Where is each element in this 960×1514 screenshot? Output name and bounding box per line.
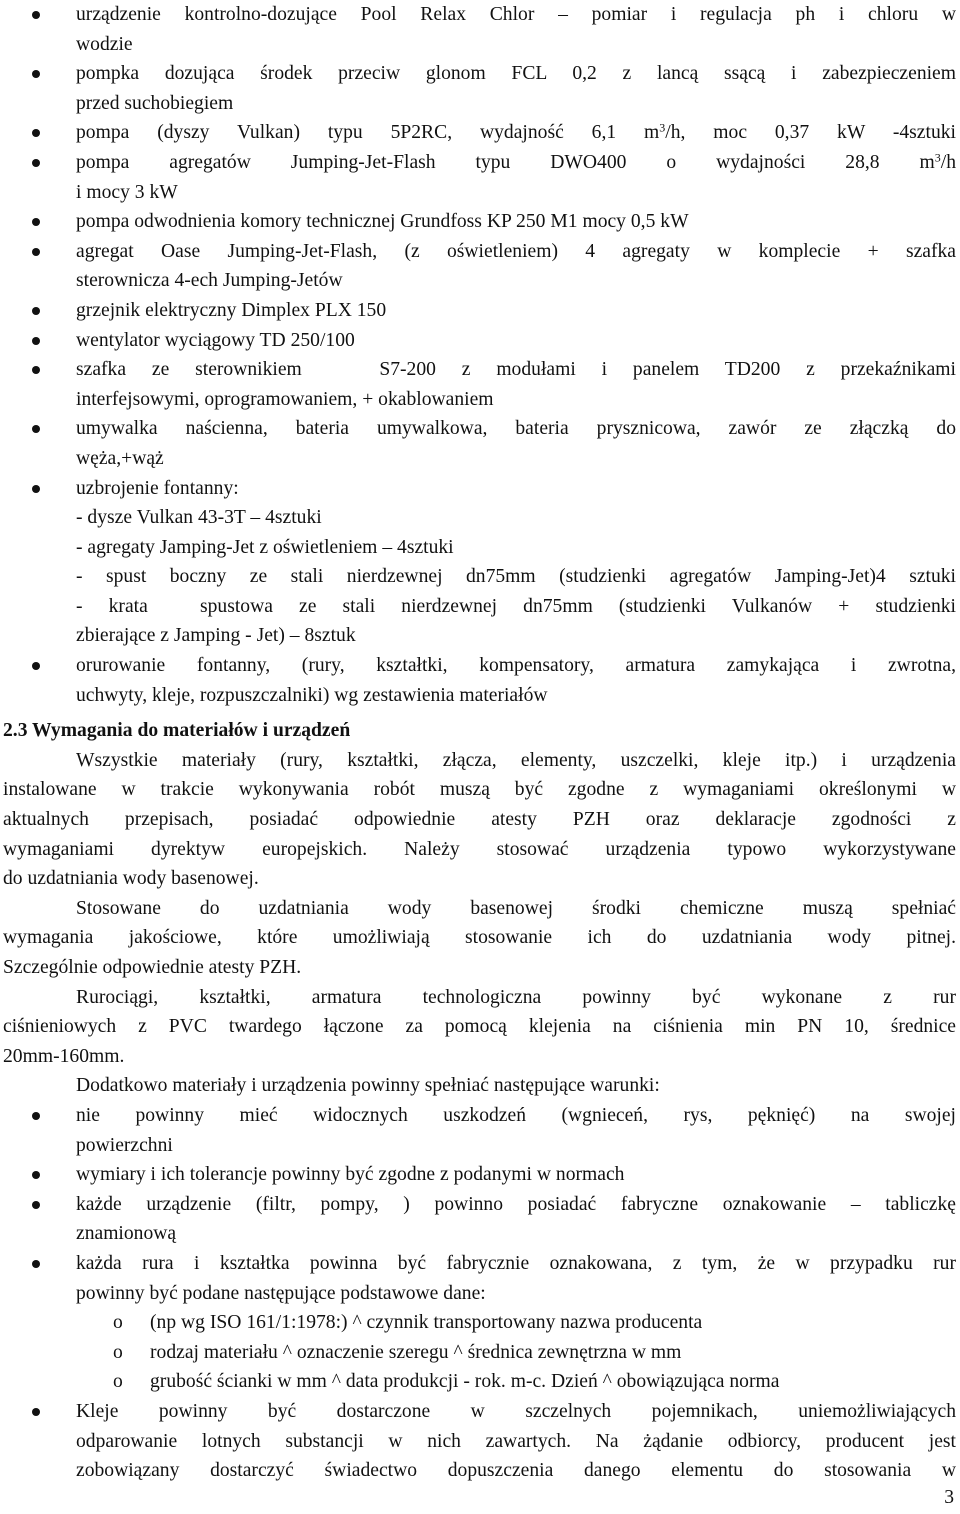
text-line: Wszystkie materiały (rury, kształtki, złącza, elementy, uszczelki, kleje itp.) i urządzenia [76,749,956,771]
text-line: odparowanie lotnych substancji w nich zawartych. Na żądanie odbiorcy, producent jest [76,1430,956,1452]
text-line: (np wg ISO 161/1:1978:) ^ czynnik transportowany nazwa producenta [150,1312,703,1334]
text-line: szafka ze sterownikiem S7-200 z modułami i panelem TD200 z przekaźnikami [76,359,956,381]
text-line: Kleje powinny być dostarczone w szczelnych pojemnikach, uniemożliwiających [76,1400,956,1422]
list-item [3,414,956,473]
bullet-icon [32,307,40,315]
bullet-icon [32,159,40,167]
superscript: 3 [659,120,666,135]
text-line: wentylator wyciągowy TD 250/100 [76,329,355,351]
paragraph [3,746,956,894]
list-item [3,474,956,652]
list-item [3,1160,956,1190]
list-item [3,1397,956,1486]
text-line: sterownicza 4-ech Jumping-Jetów [76,270,343,292]
text-line: ciśnieniowych z PVC twardego łączone za pomocą klejenia na ciśnienia min PN 10, średnice [3,1016,956,1038]
text-run: /h [940,151,956,173]
list-item [3,326,956,356]
bullet-icon [32,218,40,226]
bullet-icon [32,485,40,493]
bullet-icon [32,662,40,670]
text-line: i mocy 3 kW [76,181,178,203]
text-line: uzbrojenie fontanny: [76,477,239,499]
list-item [3,1101,956,1160]
paragraph [3,894,956,983]
text-run: pompa agregatów Jumping-Jet-Flash typu DWO400 o wydajności 28,8 m [76,151,935,173]
text-line: agregat Oase Jumping-Jet-Flash, (z oświetleniem) 4 agregaty w komplecie + szafka [76,240,956,262]
text-line: Stosowane do uzdatniania wody basenowej środki chemiczne muszą spełniać [76,897,956,919]
marking-data-list [3,1308,956,1397]
page-number: 3 [944,1487,954,1508]
bullet-icon [32,70,40,78]
text-line: Rurociągi, kształtki, armatura technologiczna powinny być wykonane z rur [76,986,956,1008]
bullet-icon [32,337,40,345]
list-item [3,1367,956,1397]
text-line: powierzchni [76,1134,173,1156]
text-line: - agregaty Jamping-Jet z oświetleniem – 4sztuki [76,536,454,558]
circle-bullet-icon: o [113,1312,123,1334]
bullet-icon [32,1112,40,1120]
bullet-icon [32,1171,40,1179]
text-line: węża,+wąż [76,447,164,469]
bullet-icon [32,1408,40,1416]
text-line [76,148,956,178]
text-line: znamionową [76,1223,177,1245]
text-line: Dodatkowo materiały i urządzenia powinny spełniać następujące warunki: [76,1075,660,1097]
equipment-list [3,0,956,710]
text-line: przed suchobiegiem [76,92,234,114]
text-line: interfejsowymi, oprogramowaniem, + okablowaniem [76,388,494,410]
text-line [76,118,956,148]
list-item [3,237,956,296]
list-item [3,296,956,326]
text-line: zobowiązany dostarczyć świadectwo dopuszczenia danego elementu do stosowania w [76,1460,956,1482]
list-item [3,118,956,148]
text-line: wymagania jakościowe, które umożliwiają stosowanie ich do uzdatniania wody pitnej. [3,927,956,949]
bullet-icon [32,129,40,137]
text-line: grzejnik elektryczny Dimplex PLX 150 [76,299,387,321]
list-item [3,1190,956,1249]
bullet-icon [32,1260,40,1268]
bullet-icon [32,425,40,433]
list-item [3,148,956,207]
text-line: do uzdatniania wody basenowej. [3,868,259,890]
text-line: aktualnych przepisach, posiadać odpowiednie atesty PZH oraz deklaracje zgodności z [3,809,956,831]
bullet-icon [32,248,40,256]
list-item [3,0,956,59]
text-line: rodzaj materiału ^ oznaczenie szeregu ^ średnica zewnętrzna w mm [150,1341,682,1363]
text-line: powinny być podane następujące podstawowe dane: [76,1282,486,1304]
circle-bullet-icon: o [113,1371,123,1393]
text-line: nie powinny mieć widocznych uszkodzeń (wgnieceń, rys, pęknięć) na swojej [76,1104,956,1126]
text-line: wodzie [76,33,133,55]
text-line: orurowanie fontanny, (rury, kształtki, kompensatory, armatura zamykająca i zwrotna, [76,655,956,677]
text-line: - dysze Vulkan 43-3T – 4sztuki [76,507,322,529]
bullet-icon [32,1201,40,1209]
text-run: pompa (dyszy Vulkan) typu 5P2RC, wydajność 6,1 m [76,122,660,144]
text-line: urządzenie kontrolno-dozujące Pool Relax Chlor – pomiar i regulacja ph i chloru w [76,4,956,25]
text-line: - spust boczny ze stali nierdzewnej dn75mm (studzienki agregatów Jamping-Jet)4 sztuki [76,566,956,588]
list-item [3,355,956,414]
paragraph [3,983,956,1072]
conditions-list-continued [3,1397,956,1486]
text-line: umywalka naścienna, bateria umywalkowa, bateria prysznicowa, zawór ze złączką do [76,418,956,440]
text-run: /h, moc 0,37 kW -4sztuki [665,122,956,144]
text-line: pompka dozująca środek przeciw glonom FCL 0,2 z lancą ssącą i zabezpieczeniem [76,63,956,85]
bullet-icon [32,366,40,374]
list-item [3,59,956,118]
text-line: wymaganiami dyrektyw europejskich. Należy stosować urządzenia typowo wykorzystywane [3,838,956,860]
list-item [3,207,956,237]
list-item [3,651,956,710]
circle-bullet-icon: o [113,1341,123,1363]
list-item [3,1308,956,1338]
paragraph [3,1071,956,1101]
text-line: pompa odwodnienia komory technicznej Grundfoss KP 250 M1 mocy 0,5 kW [76,211,689,233]
text-line: każde urządzenie (filtr, pompy, ) powinno posiadać fabryczne oznakowanie – tabliczkę [76,1193,956,1215]
conditions-list [3,1101,956,1308]
text-line: grubość ścianki w mm ^ data produkcji - rok. m-c. Dzień ^ obowiązująca norma [150,1371,780,1393]
bullet-icon [32,11,40,19]
text-line: zbierające z Jamping - Jet) – 8sztuk [76,625,356,647]
page-content [3,0,956,1486]
list-item [3,1338,956,1368]
text-line: każda rura i kształtka powinna być fabrycznie oznakowana, z tym, że w przypadku rur [76,1252,956,1274]
text-line: uchwyty, kleje, rozpuszczalniki) wg zestawienia materiałów [76,684,548,706]
superscript: 3 [934,150,941,165]
list-item [3,1249,956,1308]
text-line: wymiary i ich tolerancje powinny być zgodne z podanymi w normach [76,1164,625,1186]
text-line: instalowane w trakcie wykonywania robót muszą być zgodne z wymaganiami określonymi w [3,779,956,801]
text-line: - krata spustowa ze stali nierdzewnej dn75mm (studzienki Vulkanów + studzienki [76,595,956,617]
text-line: Szczególnie odpowiednie atesty PZH. [3,957,302,978]
text-line: 20mm-160mm. [3,1045,125,1067]
section-heading: 2.3 Wymagania do materiałów i urządzeń [3,720,351,742]
